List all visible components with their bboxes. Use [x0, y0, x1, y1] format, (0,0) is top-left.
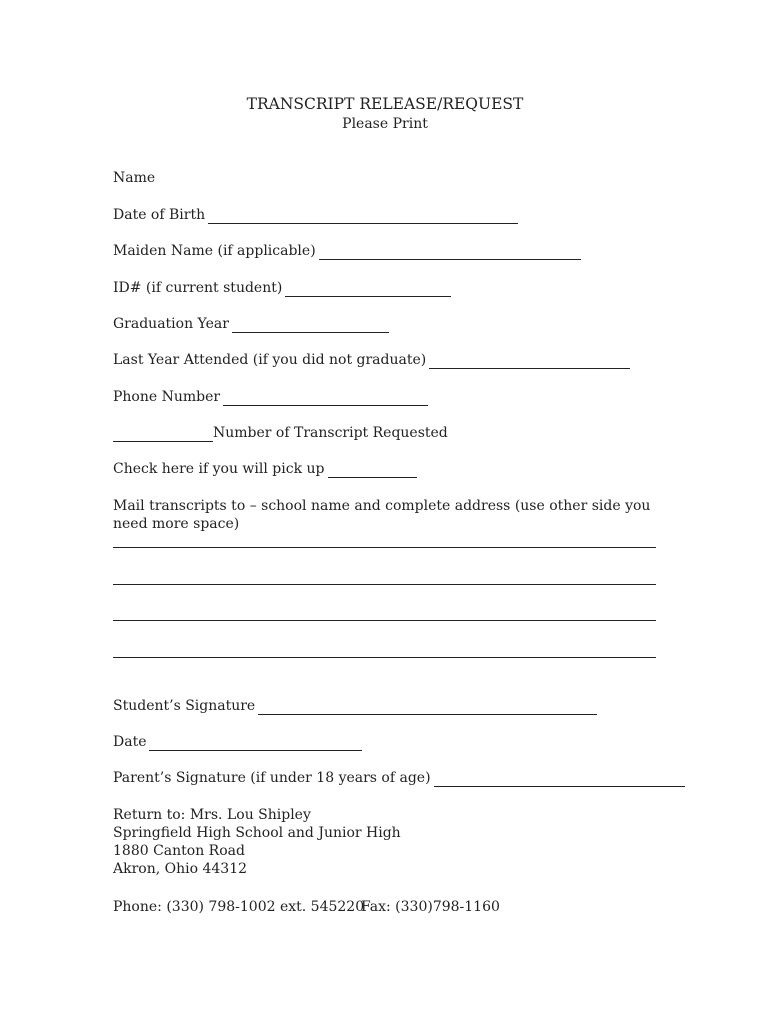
contact-phone: Phone: (330) 798-1002 ext. 545220	[113, 899, 365, 915]
return-to-line-3: 1880 Canton Road	[113, 843, 245, 859]
date-field	[113, 733, 362, 751]
student-signature-label: Student’s Signature	[113, 698, 256, 714]
phone-label: Phone Number	[113, 389, 221, 405]
parent-signature-line[interactable]	[434, 772, 685, 787]
id-label: ID# (if current student)	[113, 280, 283, 296]
pickup-input-line[interactable]	[328, 463, 417, 478]
name-label: Name	[113, 170, 156, 186]
form-subtitle: Please Print	[342, 116, 428, 132]
return-to-line-2: Springfield High School and Junior High	[113, 825, 401, 841]
num-transcripts-label: Number of Transcript Requested	[213, 425, 448, 441]
mail-address-line-2[interactable]	[113, 584, 656, 585]
return-to-line-4: Akron, Ohio 44312	[113, 861, 248, 877]
mail-to-label: Mail transcripts to – school name and complete address (use other side you need more space)	[113, 498, 651, 532]
form-title: TRANSCRIPT RELEASE/REQUEST	[246, 95, 524, 113]
dob-field	[113, 206, 518, 224]
phone-input-line[interactable]	[223, 391, 428, 406]
dob-input-line[interactable]	[208, 209, 518, 224]
num-transcripts-field	[113, 424, 448, 442]
phone-field	[113, 388, 428, 406]
parent-signature-field	[113, 769, 685, 787]
mail-address-line-4[interactable]	[113, 657, 656, 658]
maiden-field	[113, 242, 581, 260]
mail-address-line-3[interactable]	[113, 620, 656, 621]
last-year-field	[113, 351, 630, 369]
grad-year-input-line[interactable]	[232, 318, 389, 333]
num-transcripts-input-line[interactable]	[113, 427, 213, 442]
grad-year-label: Graduation Year	[113, 316, 229, 332]
date-input-line[interactable]	[149, 736, 362, 751]
id-field	[113, 279, 451, 297]
student-signature-field	[113, 697, 597, 715]
pickup-field	[113, 460, 417, 478]
maiden-input-line[interactable]	[319, 245, 581, 260]
mail-address-line-1[interactable]	[113, 547, 656, 548]
parent-signature-label: Parent’s Signature (if under 18 years of age)	[113, 770, 431, 786]
date-label: Date	[113, 734, 147, 750]
id-input-line[interactable]	[285, 282, 451, 297]
grad-year-field	[113, 315, 389, 333]
last-year-input-line[interactable]	[429, 354, 630, 369]
maiden-label: Maiden Name (if applicable)	[113, 243, 316, 259]
name-field	[113, 169, 155, 187]
last-year-label: Last Year Attended (if you did not graduate)	[113, 352, 427, 368]
pickup-label: Check here if you will pick up	[113, 461, 325, 477]
return-to-line-1: Return to: Mrs. Lou Shipley	[113, 807, 311, 823]
dob-label: Date of Birth	[113, 207, 206, 223]
contact-fax: Fax: (330)798-1160	[361, 899, 500, 915]
student-signature-line[interactable]	[258, 700, 597, 715]
